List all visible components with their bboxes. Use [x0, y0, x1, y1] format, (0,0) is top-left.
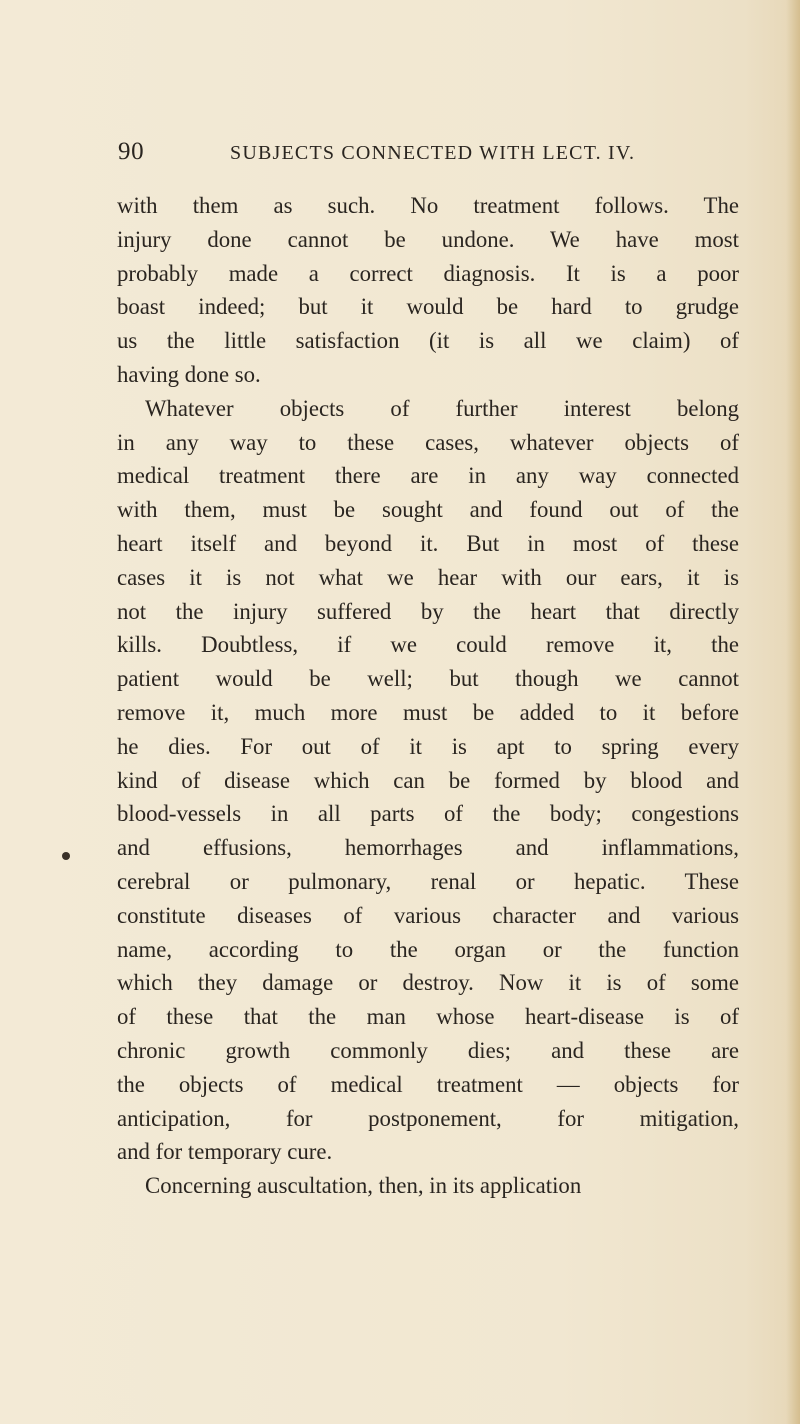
- text-line: us the little satisfaction (it is all we claim) of: [117, 328, 739, 354]
- text-line: he dies. For out of it is apt to spring every: [117, 733, 739, 759]
- paragraph-end-line: and for temporary cure.: [117, 1139, 333, 1165]
- text-line: injury done cannot be undone. We have most: [117, 226, 739, 252]
- text-line: kills. Doubtless, if we could remove it, the: [117, 632, 739, 658]
- text-line: chronic growth commonly dies; and these are: [117, 1037, 739, 1063]
- text-line: constitute diseases of various character and various: [117, 902, 739, 928]
- text-line: and effusions, hemorrhages and inflammations,: [117, 835, 739, 861]
- text-line: of these that the man whose heart-disease is of: [117, 1004, 739, 1030]
- running-head: [118, 138, 740, 172]
- text-line: blood-vessels in all parts of the body; congestions: [117, 801, 739, 827]
- page-edge-shadow: [786, 0, 800, 1424]
- text-line: heart itself and beyond it. But in most of these: [117, 530, 739, 556]
- text-line: probably made a correct diagnosis. It is a poor: [117, 260, 739, 286]
- paragraph-end-line: having done so.: [117, 361, 261, 387]
- text-line: not the injury suffered by the heart that directly: [117, 598, 739, 624]
- page-number: 90: [118, 138, 145, 165]
- text-line: remove it, much more must be added to it before: [117, 699, 739, 725]
- paragraph-start-line: Whatever objects of further interest belong: [145, 395, 739, 421]
- paragraph-start-line: Concerning auscultation, then, in its application: [145, 1173, 582, 1199]
- running-title: SUBJECTS CONNECTED WITH LECT. IV.: [230, 142, 636, 164]
- ink-spot: [62, 852, 70, 860]
- text-line: which they damage or destroy. Now it is of some: [117, 970, 739, 996]
- text-line: boast indeed; but it would be hard to grudge: [117, 294, 739, 320]
- text-line: in any way to these cases, whatever objects of: [117, 429, 739, 455]
- body-text: [117, 189, 739, 1203]
- text-line: the objects of medical treatment — objects for: [117, 1071, 739, 1097]
- text-line: medical treatment there are in any way connected: [117, 463, 739, 489]
- text-line: name, according to the organ or the function: [117, 936, 739, 962]
- text-line: kind of disease which can be formed by blood and: [117, 767, 739, 793]
- text-line: cases it is not what we hear with our ears, it is: [117, 564, 739, 590]
- text-line: cerebral or pulmonary, renal or hepatic. These: [117, 868, 739, 894]
- text-line: with them, must be sought and found out of the: [117, 497, 739, 523]
- text-line: with them as such. No treatment follows. The: [117, 193, 739, 218]
- text-line: patient would be well; but though we cannot: [117, 666, 739, 692]
- text-line: anticipation, for postponement, for mitigation,: [117, 1105, 739, 1131]
